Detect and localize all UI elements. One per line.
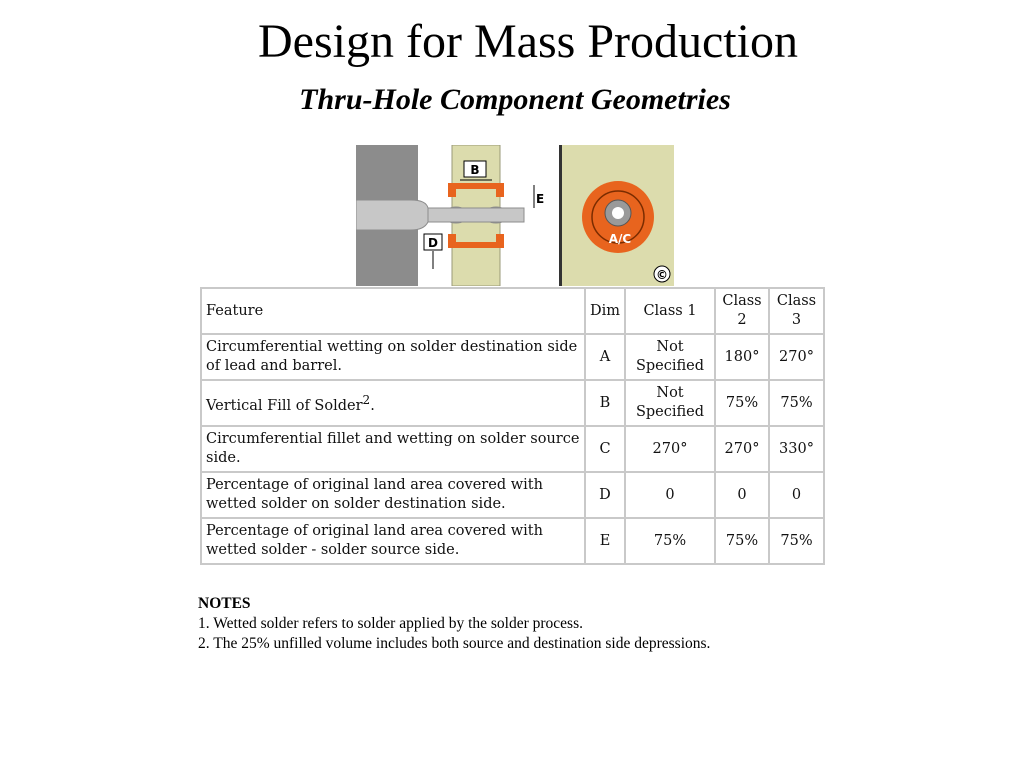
cell-class-2: 0 — [715, 472, 769, 518]
dim-b-label: B — [470, 163, 480, 177]
header-class-2: Class 2 — [715, 288, 769, 334]
cell-class-3: 75% — [769, 518, 824, 564]
header-class-1: Class 1 — [625, 288, 715, 334]
dim-d-label: D — [428, 236, 438, 250]
cell-dim: A — [585, 334, 625, 380]
copyright-symbol: © — [656, 268, 668, 282]
table-row — [201, 426, 824, 472]
cell-class-1: 270° — [625, 426, 715, 472]
cell-class-1: Not Specified — [625, 334, 715, 380]
cell-feature-suffix: . — [370, 397, 375, 414]
panel-divider — [559, 145, 562, 286]
cell-class-2: 270° — [715, 426, 769, 472]
slide-title: Design for Mass Production — [258, 15, 798, 68]
table-row — [201, 380, 824, 426]
header-feature: Feature — [201, 288, 585, 334]
cell-feature — [201, 380, 585, 426]
cell-class-3: 75% — [769, 380, 824, 426]
cell-class-3: 270° — [769, 334, 824, 380]
cell-feature-text: Vertical Fill of Solder — [206, 397, 363, 414]
cell-feature: Percentage of original land area covered with wetted solder on solder destination side. — [201, 472, 585, 518]
cell-class-2: 75% — [715, 380, 769, 426]
cell-class-2: 75% — [715, 518, 769, 564]
cell-class-2: 180° — [715, 334, 769, 380]
cell-dim: D — [585, 472, 625, 518]
cell-class-1: Not Specified — [625, 380, 715, 426]
cell-dim: B — [585, 380, 625, 426]
notes-section — [198, 594, 710, 654]
cell-feature: Percentage of original land area covered with wetted solder - solder source side. — [201, 518, 585, 564]
header-dim: Dim — [585, 288, 625, 334]
footnote-marker: 2 — [362, 392, 371, 407]
lead-through-hole — [428, 208, 524, 222]
lead-highlight — [612, 207, 624, 219]
header-class-3: Class 3 — [769, 288, 824, 334]
cell-dim: E — [585, 518, 625, 564]
note-item: 2. The 25% unfilled volume includes both source and destination side depressions. — [198, 635, 711, 652]
spec-table — [200, 287, 825, 565]
notes-title: NOTES — [198, 595, 251, 612]
cell-class-1: 75% — [625, 518, 715, 564]
spec-table-container — [200, 287, 823, 577]
table-row — [201, 518, 824, 564]
note-item: 1. Wetted solder refers to solder applied by the solder process. — [198, 615, 583, 632]
thru-hole-geometry-figure — [356, 145, 674, 286]
dim-ac-label: A/C — [608, 232, 632, 246]
cell-class-3: 330° — [769, 426, 824, 472]
table-header-row — [201, 288, 824, 334]
table-row — [201, 472, 824, 518]
cell-feature: Circumferential fillet and wetting on solder source side. — [201, 426, 585, 472]
table-row — [201, 334, 824, 380]
dim-e-label: E — [536, 192, 545, 206]
cell-class-3: 0 — [769, 472, 824, 518]
cell-feature: Circumferential wetting on solder destination side of lead and barrel. — [201, 334, 585, 380]
slide-subtitle: Thru-Hole Component Geometries — [299, 83, 731, 116]
cell-class-1: 0 — [625, 472, 715, 518]
cell-dim: C — [585, 426, 625, 472]
